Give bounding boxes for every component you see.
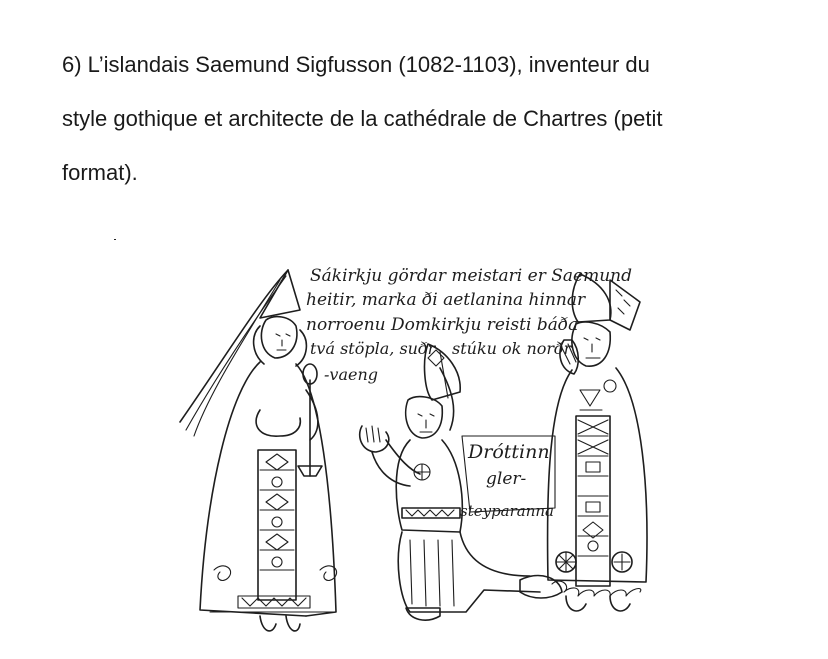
middle-figure xyxy=(360,344,562,620)
inscription-line-6: -vaeng xyxy=(324,365,378,384)
banner-line-2: gler- xyxy=(486,469,527,489)
inscription-line-4: tvá stöpla, suðr xyxy=(310,339,436,358)
inscription-line-1: Sákirkju gördar meistari er Saemund xyxy=(310,266,632,286)
inscription-block xyxy=(306,266,632,384)
medieval-drawing xyxy=(110,240,720,659)
banner-line-1: Dróttinn xyxy=(468,441,550,463)
inscription-line-3: norroenu Domkirkju reisti báða xyxy=(306,315,579,335)
caption-line-1: 6) L’islandais Saemund Sigfusson (1082-1103), inventeur du xyxy=(62,52,650,77)
banner-block xyxy=(460,436,555,520)
banner-line-3: steyparanna xyxy=(460,502,554,520)
figure-caption xyxy=(62,38,762,200)
inscription-line-2: heitir, marka ði aetlanina hinnar xyxy=(306,290,586,310)
inscription-line-5: stúku ok norðr xyxy=(452,339,572,358)
drawing-svg xyxy=(110,240,720,659)
caption-line-2: style gothique et architecte de la cathédrale de Chartres (petit xyxy=(62,106,663,131)
caption-line-3: format). xyxy=(62,160,138,185)
